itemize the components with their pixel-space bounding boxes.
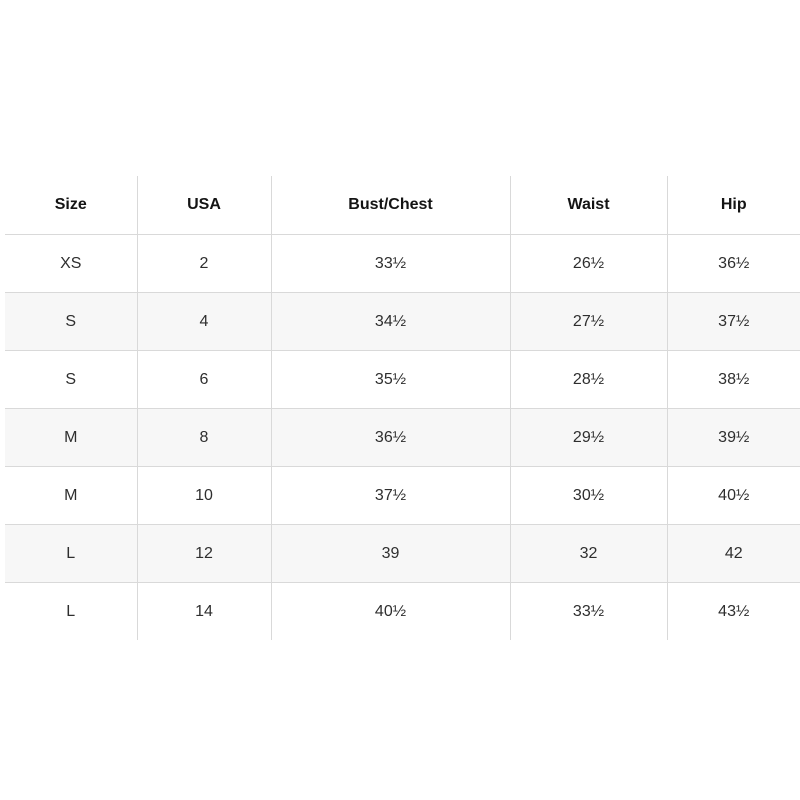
cell-hip: 43½ [667, 583, 800, 641]
cell-waist: 30½ [510, 467, 667, 525]
table-row [5, 467, 800, 525]
table-row [5, 235, 800, 293]
cell-usa: 4 [137, 293, 271, 351]
cell-waist: 29½ [510, 409, 667, 467]
cell-size: S [65, 370, 77, 388]
cell-usa: 8 [137, 409, 271, 467]
cell-bust-chest: 35½ [271, 351, 510, 409]
column-header-waist: Waist [510, 176, 667, 235]
column-header-size: Size [5, 176, 137, 235]
cell-bust-chest: 36½ [271, 409, 510, 467]
cell-hip: 36½ [667, 235, 800, 293]
cell-size: XS [60, 254, 82, 272]
cell-size: L [66, 602, 76, 620]
cell-size: M [64, 428, 78, 446]
table-row [5, 525, 800, 583]
cell-usa: 6 [137, 351, 271, 409]
cell-waist: 28½ [510, 351, 667, 409]
cell-usa: 2 [137, 235, 271, 293]
cell-usa: 12 [137, 525, 271, 583]
column-header-bust-chest: Bust/Chest [271, 176, 510, 235]
cell-size: M [64, 486, 78, 504]
column-header-usa: USA [137, 176, 271, 235]
cell-bust-chest: 34½ [271, 293, 510, 351]
header-row [5, 176, 800, 235]
cell-bust-chest: 40½ [271, 583, 510, 641]
cell-bust-chest: 39 [271, 525, 510, 583]
table-row [5, 583, 800, 641]
cell-usa: 10 [137, 467, 271, 525]
cell-waist: 26½ [510, 235, 667, 293]
cell-waist: 33½ [510, 583, 667, 641]
table-row [5, 409, 800, 467]
column-header-hip: Hip [667, 176, 800, 235]
size-chart [5, 176, 800, 640]
cell-hip: 39½ [667, 409, 800, 467]
cell-waist: 32 [510, 525, 667, 583]
cell-hip: 37½ [667, 293, 800, 351]
cell-hip: 42 [667, 525, 800, 583]
cell-hip: 40½ [667, 467, 800, 525]
table-row [5, 351, 800, 409]
cell-hip: 38½ [667, 351, 800, 409]
cell-size: L [66, 544, 76, 562]
table-row [5, 293, 800, 351]
cell-bust-chest: 33½ [271, 235, 510, 293]
cell-bust-chest: 37½ [271, 467, 510, 525]
cell-usa: 14 [137, 583, 271, 641]
cell-waist: 27½ [510, 293, 667, 351]
size-chart-table [5, 176, 800, 640]
cell-size: S [65, 312, 77, 330]
